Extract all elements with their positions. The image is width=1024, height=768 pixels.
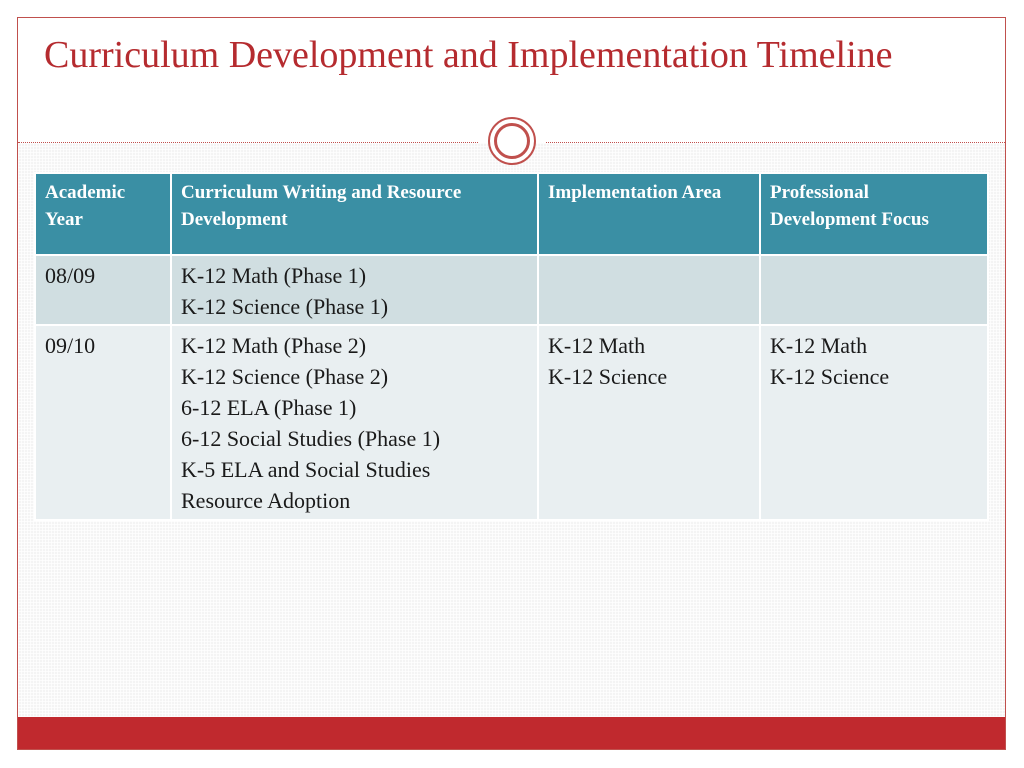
- curriculum-item: K-12 Science (Phase 1): [181, 294, 389, 319]
- table-row: [35, 325, 988, 520]
- implementation-item: K-12 Math: [548, 333, 646, 358]
- cell-professional-development: [760, 325, 988, 520]
- cell-curriculum: [171, 255, 538, 325]
- footer-bar: [18, 717, 1005, 750]
- circle-ornament-icon: [488, 117, 536, 165]
- curriculum-item: 6-12 Social Studies (Phase 1): [181, 426, 441, 451]
- header-curriculum-writing: Curriculum Writing and Resource Development: [171, 173, 538, 255]
- cell-curriculum: [171, 325, 538, 520]
- curriculum-item: K-12 Math (Phase 1): [181, 263, 367, 288]
- title-divider-right: [546, 142, 1006, 143]
- slide: [17, 17, 1006, 750]
- header-academic-year: Academic Year: [35, 173, 171, 255]
- curriculum-item: K-12 Science (Phase 2): [181, 364, 389, 389]
- cell-year: [35, 325, 171, 520]
- curriculum-item: K-5 ELA and Social Studies: [181, 457, 431, 482]
- timeline-table: [34, 172, 989, 521]
- curriculum-item: 6-12 ELA (Phase 1): [181, 395, 357, 420]
- year-text: 09/10: [45, 333, 96, 358]
- header-professional-development: Professional Development Focus: [760, 173, 988, 255]
- cell-implementation: [538, 255, 760, 325]
- cell-professional-development: [760, 255, 988, 325]
- cell-implementation: [538, 325, 760, 520]
- implementation-item: K-12 Science: [548, 364, 668, 389]
- pd-item: K-12 Science: [770, 364, 890, 389]
- curriculum-item: Resource Adoption: [181, 488, 351, 513]
- header-implementation-area: Implementation Area: [538, 173, 760, 255]
- title-divider-left: [18, 142, 478, 143]
- year-text: 08/09: [45, 263, 96, 288]
- table-header-row: [35, 173, 988, 255]
- cell-year: [35, 255, 171, 325]
- pd-item: K-12 Math: [770, 333, 868, 358]
- table-row: [35, 255, 988, 325]
- slide-title: Curriculum Development and Implementation Timeline: [44, 34, 893, 76]
- curriculum-item: K-12 Math (Phase 2): [181, 333, 367, 358]
